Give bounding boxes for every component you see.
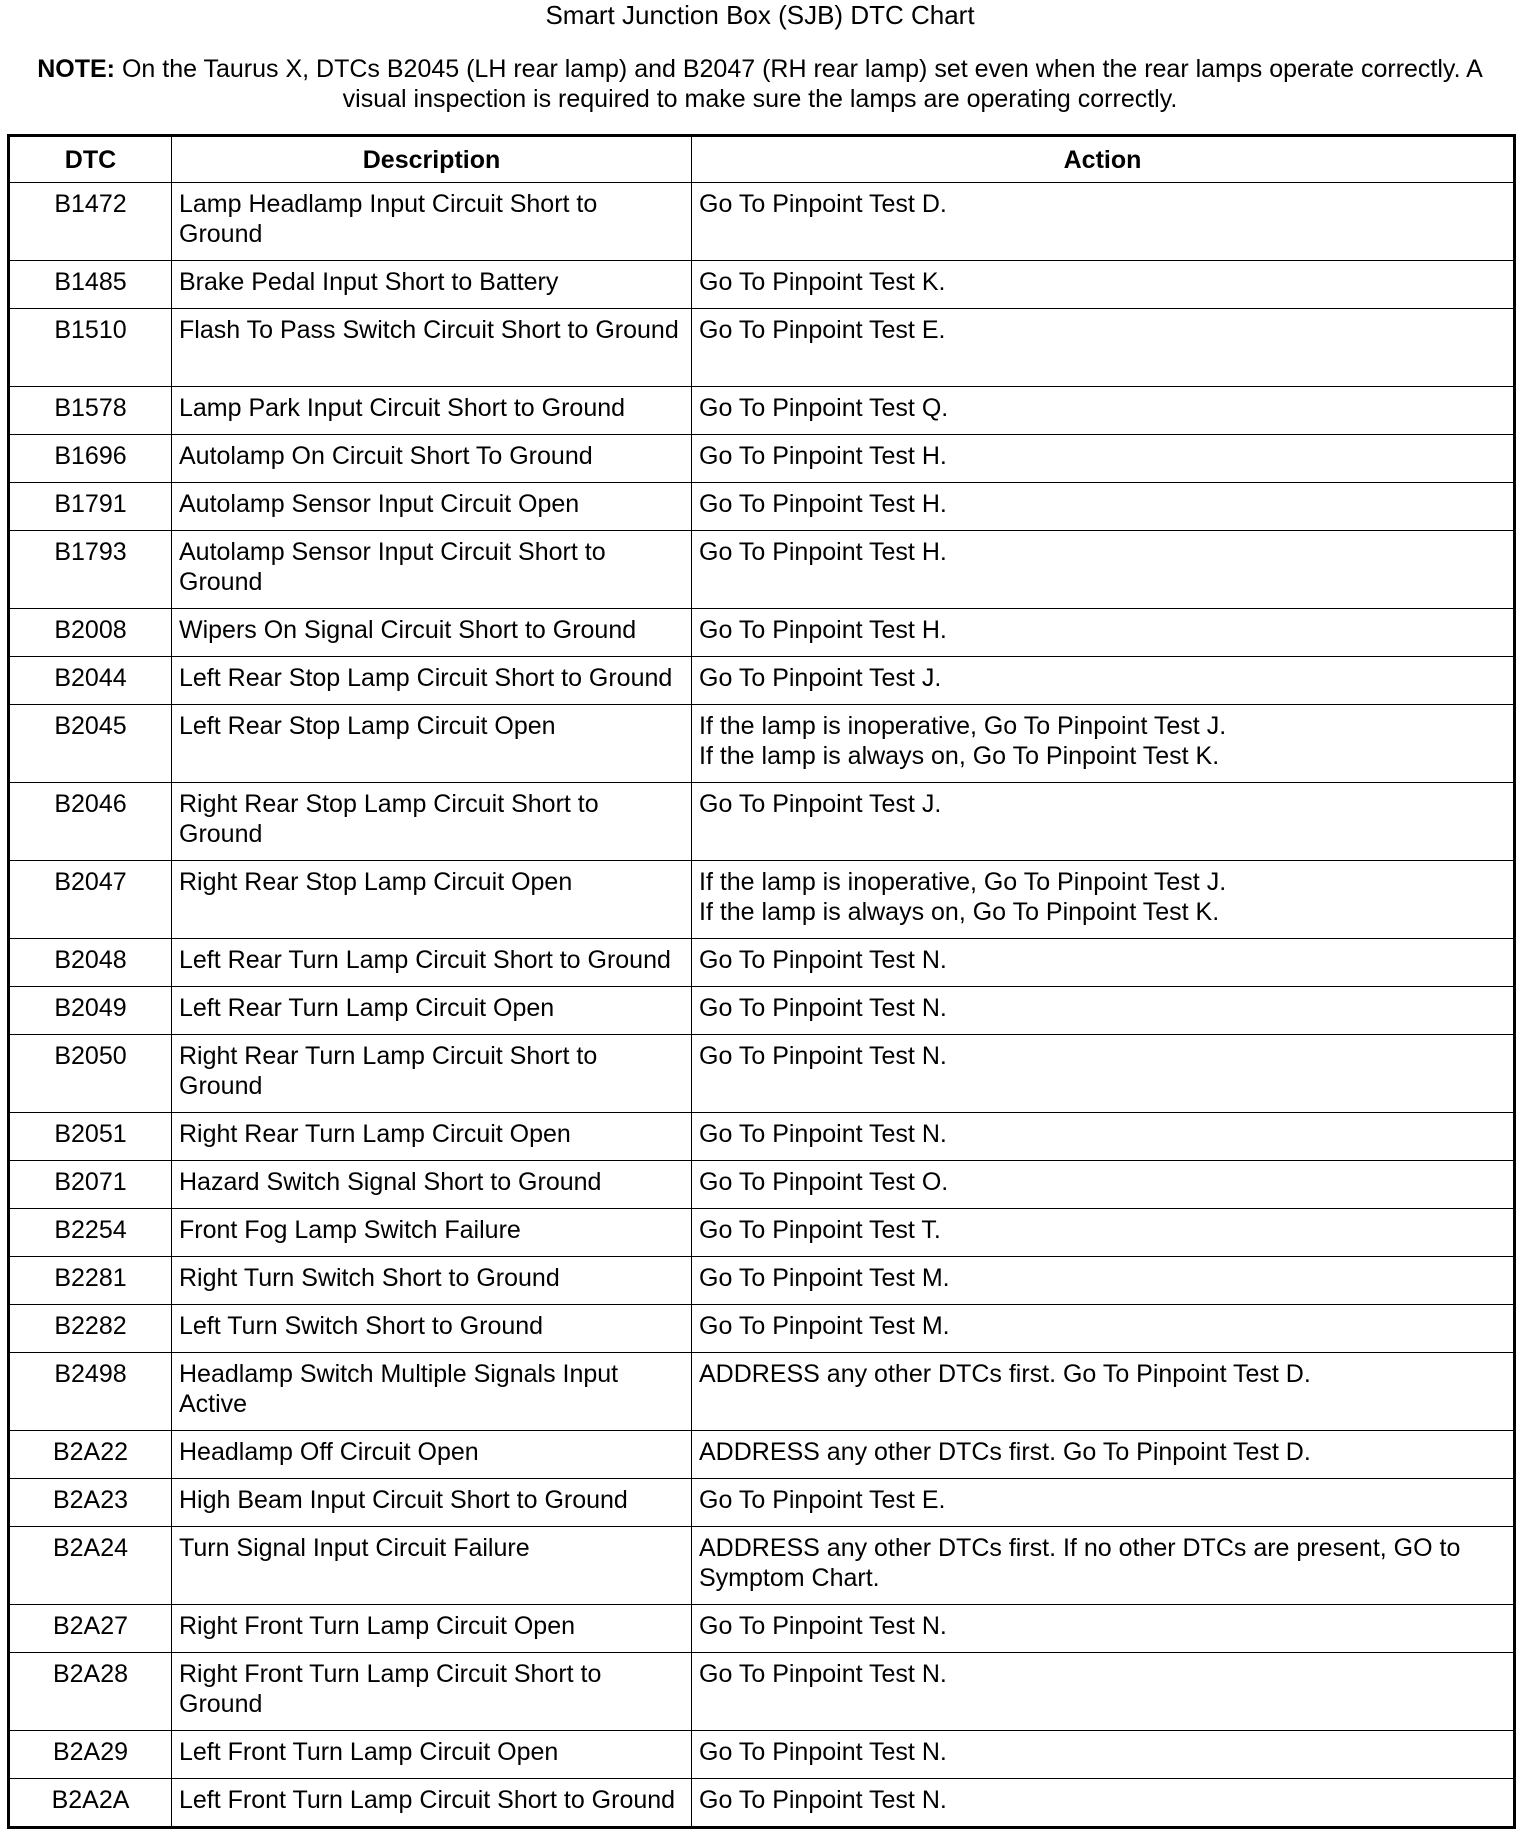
action-line: Go To Pinpoint Test K. bbox=[699, 268, 946, 296]
table-row bbox=[9, 435, 1515, 483]
action-cell bbox=[692, 987, 1515, 1035]
action-cell bbox=[692, 657, 1515, 705]
table-row bbox=[9, 183, 1515, 261]
description-cell: Hazard Switch Signal Short to Ground bbox=[172, 1161, 692, 1209]
description-cell: Left Front Turn Lamp Circuit Open bbox=[172, 1731, 692, 1779]
action-line: ADDRESS any other DTCs first. Go To Pinpoint Test D. bbox=[699, 1360, 1311, 1388]
dtc-code-cell: B2A28 bbox=[9, 1653, 172, 1731]
dtc-code-cell: B1793 bbox=[9, 531, 172, 609]
action-cell bbox=[692, 705, 1515, 783]
table-row bbox=[9, 1431, 1515, 1479]
description-cell: Brake Pedal Input Short to Battery bbox=[172, 261, 692, 309]
dtc-code-cell: B2498 bbox=[9, 1353, 172, 1431]
note-text: On the Taurus X, DTCs B2045 (LH rear lamp) and B2047 (RH rear lamp) set even when the rear lamps operate correctly. A visual inspection is required to make sure the lamps are operating correctly. bbox=[121, 55, 1483, 113]
dtc-code-cell: B2046 bbox=[9, 783, 172, 861]
table-header-row bbox=[9, 136, 1515, 183]
action-line: Go To Pinpoint Test H. bbox=[699, 490, 947, 518]
action-line: Go To Pinpoint Test N. bbox=[699, 1612, 947, 1640]
dtc-code-cell: B2A2A bbox=[9, 1779, 172, 1828]
dtc-code-cell: B1578 bbox=[9, 387, 172, 435]
action-cell bbox=[692, 783, 1515, 861]
action-line: ADDRESS any other DTCs first. If no other DTCs are present, GO to Symptom Chart. bbox=[699, 1534, 1461, 1592]
dtc-code-cell: B2254 bbox=[9, 1209, 172, 1257]
dtc-code-cell: B2049 bbox=[9, 987, 172, 1035]
action-line: Go To Pinpoint Test N. bbox=[699, 1786, 947, 1814]
table-row bbox=[9, 783, 1515, 861]
description-cell: Left Rear Turn Lamp Circuit Open bbox=[172, 987, 692, 1035]
table-row bbox=[9, 609, 1515, 657]
action-line: Go To Pinpoint Test N. bbox=[699, 994, 947, 1022]
description-cell: Left Front Turn Lamp Circuit Short to Ground bbox=[172, 1779, 692, 1828]
table-body bbox=[9, 183, 1515, 1828]
description-cell: Right Turn Switch Short to Ground bbox=[172, 1257, 692, 1305]
dtc-code-cell: B1696 bbox=[9, 435, 172, 483]
action-cell bbox=[692, 1431, 1515, 1479]
description-cell: Right Rear Stop Lamp Circuit Open bbox=[172, 861, 692, 939]
description-cell: Left Turn Switch Short to Ground bbox=[172, 1305, 692, 1353]
table-row bbox=[9, 1353, 1515, 1431]
table-row bbox=[9, 657, 1515, 705]
note-label: NOTE: bbox=[37, 55, 115, 83]
dtc-code-cell: B2A24 bbox=[9, 1527, 172, 1605]
dtc-code-cell: B2044 bbox=[9, 657, 172, 705]
description-cell: Right Front Turn Lamp Circuit Short to Ground bbox=[172, 1653, 692, 1731]
description-cell: Right Front Turn Lamp Circuit Open bbox=[172, 1605, 692, 1653]
table-row bbox=[9, 1527, 1515, 1605]
action-line: Go To Pinpoint Test T. bbox=[699, 1216, 941, 1244]
action-line: If the lamp is always on, Go To Pinpoint Test K. bbox=[699, 898, 1220, 926]
dtc-code-cell: B1485 bbox=[9, 261, 172, 309]
dtc-code-cell: B2281 bbox=[9, 1257, 172, 1305]
action-cell bbox=[692, 261, 1515, 309]
action-cell bbox=[692, 1035, 1515, 1113]
action-cell bbox=[692, 1113, 1515, 1161]
description-cell: Left Rear Stop Lamp Circuit Short to Ground bbox=[172, 657, 692, 705]
action-cell bbox=[692, 309, 1515, 387]
action-line: If the lamp is inoperative, Go To Pinpoint Test J. bbox=[699, 868, 1227, 896]
action-cell bbox=[692, 531, 1515, 609]
table-row bbox=[9, 1257, 1515, 1305]
action-line: Go To Pinpoint Test E. bbox=[699, 316, 946, 344]
dtc-code-cell: B2047 bbox=[9, 861, 172, 939]
dtc-code-cell: B2051 bbox=[9, 1113, 172, 1161]
action-line: Go To Pinpoint Test N. bbox=[699, 1738, 947, 1766]
action-line: Go To Pinpoint Test E. bbox=[699, 1486, 946, 1514]
dtc-code-cell: B2A27 bbox=[9, 1605, 172, 1653]
dtc-code-cell: B2045 bbox=[9, 705, 172, 783]
dtc-code-cell: B2050 bbox=[9, 1035, 172, 1113]
action-line: Go To Pinpoint Test N. bbox=[699, 1042, 947, 1070]
table-row bbox=[9, 1113, 1515, 1161]
page-title: Smart Junction Box (SJB) DTC Chart bbox=[545, 0, 975, 30]
action-line: Go To Pinpoint Test D. bbox=[699, 190, 947, 218]
table-row bbox=[9, 1653, 1515, 1731]
description-cell: Right Rear Turn Lamp Circuit Short to Ground bbox=[172, 1035, 692, 1113]
description-cell: Lamp Park Input Circuit Short to Ground bbox=[172, 387, 692, 435]
table-row bbox=[9, 1731, 1515, 1779]
table-row bbox=[9, 1305, 1515, 1353]
action-line: Go To Pinpoint Test J. bbox=[699, 664, 942, 692]
description-cell: Headlamp Off Circuit Open bbox=[172, 1431, 692, 1479]
description-cell: Left Rear Turn Lamp Circuit Short to Ground bbox=[172, 939, 692, 987]
dtc-code-cell: B2A29 bbox=[9, 1731, 172, 1779]
action-line: Go To Pinpoint Test N. bbox=[699, 1660, 947, 1688]
action-line: Go To Pinpoint Test H. bbox=[699, 538, 947, 566]
action-cell bbox=[692, 1353, 1515, 1431]
dtc-code-cell: B2A23 bbox=[9, 1479, 172, 1527]
description-cell: Left Rear Stop Lamp Circuit Open bbox=[172, 705, 692, 783]
action-line: Go To Pinpoint Test H. bbox=[699, 616, 947, 644]
description-cell: Right Rear Stop Lamp Circuit Short to Ground bbox=[172, 783, 692, 861]
table-row bbox=[9, 705, 1515, 783]
description-cell: Right Rear Turn Lamp Circuit Open bbox=[172, 1113, 692, 1161]
description-cell: Turn Signal Input Circuit Failure bbox=[172, 1527, 692, 1605]
table-row bbox=[9, 1605, 1515, 1653]
table-row bbox=[9, 1209, 1515, 1257]
description-cell: High Beam Input Circuit Short to Ground bbox=[172, 1479, 692, 1527]
table-row bbox=[9, 531, 1515, 609]
action-cell bbox=[692, 483, 1515, 531]
action-cell bbox=[692, 939, 1515, 987]
action-line: Go To Pinpoint Test M. bbox=[699, 1264, 950, 1292]
column-header-dtc: DTC bbox=[9, 136, 172, 183]
description-cell: Autolamp On Circuit Short To Ground bbox=[172, 435, 692, 483]
table-row bbox=[9, 987, 1515, 1035]
action-line: ADDRESS any other DTCs first. Go To Pinpoint Test D. bbox=[699, 1438, 1311, 1466]
action-cell bbox=[692, 1605, 1515, 1653]
action-cell bbox=[692, 861, 1515, 939]
description-cell: Autolamp Sensor Input Circuit Open bbox=[172, 483, 692, 531]
dtc-code-cell: B1472 bbox=[9, 183, 172, 261]
table-row bbox=[9, 1779, 1515, 1828]
action-line: Go To Pinpoint Test O. bbox=[699, 1168, 949, 1196]
action-line: Go To Pinpoint Test N. bbox=[699, 1120, 947, 1148]
dtc-code-cell: B1791 bbox=[9, 483, 172, 531]
action-cell bbox=[692, 1527, 1515, 1605]
action-cell bbox=[692, 1305, 1515, 1353]
action-cell bbox=[692, 1731, 1515, 1779]
description-cell: Autolamp Sensor Input Circuit Short to Ground bbox=[172, 531, 692, 609]
dtc-table bbox=[7, 134, 1516, 1829]
dtc-code-cell: B2071 bbox=[9, 1161, 172, 1209]
table-row bbox=[9, 387, 1515, 435]
action-line: Go To Pinpoint Test J. bbox=[699, 790, 942, 818]
action-cell bbox=[692, 435, 1515, 483]
action-line: Go To Pinpoint Test M. bbox=[699, 1312, 950, 1340]
action-cell bbox=[692, 1653, 1515, 1731]
table-row bbox=[9, 483, 1515, 531]
action-line: Go To Pinpoint Test N. bbox=[699, 946, 947, 974]
action-cell bbox=[692, 1779, 1515, 1828]
description-cell: Flash To Pass Switch Circuit Short to Ground bbox=[172, 309, 692, 387]
table-row bbox=[9, 1035, 1515, 1113]
table-row bbox=[9, 1479, 1515, 1527]
action-line: Go To Pinpoint Test Q. bbox=[699, 394, 949, 422]
dtc-code-cell: B1510 bbox=[9, 309, 172, 387]
dtc-code-cell: B2008 bbox=[9, 609, 172, 657]
action-line: Go To Pinpoint Test H. bbox=[699, 442, 947, 470]
description-cell: Lamp Headlamp Input Circuit Short to Ground bbox=[172, 183, 692, 261]
table-row bbox=[9, 309, 1515, 387]
table-row bbox=[9, 261, 1515, 309]
table-row bbox=[9, 939, 1515, 987]
action-cell bbox=[692, 1209, 1515, 1257]
dtc-code-cell: B2048 bbox=[9, 939, 172, 987]
column-header-description: Description bbox=[172, 136, 692, 183]
note-paragraph bbox=[10, 54, 1510, 114]
dtc-code-cell: B2282 bbox=[9, 1305, 172, 1353]
action-line: If the lamp is inoperative, Go To Pinpoint Test J. bbox=[699, 712, 1227, 740]
action-cell bbox=[692, 183, 1515, 261]
description-cell: Wipers On Signal Circuit Short to Ground bbox=[172, 609, 692, 657]
action-cell bbox=[692, 1257, 1515, 1305]
table-row bbox=[9, 1161, 1515, 1209]
action-cell bbox=[692, 387, 1515, 435]
action-line: If the lamp is always on, Go To Pinpoint Test K. bbox=[699, 742, 1220, 770]
table-row bbox=[9, 861, 1515, 939]
dtc-code-cell: B2A22 bbox=[9, 1431, 172, 1479]
action-cell bbox=[692, 609, 1515, 657]
description-cell: Headlamp Switch Multiple Signals Input Active bbox=[172, 1353, 692, 1431]
description-cell: Front Fog Lamp Switch Failure bbox=[172, 1209, 692, 1257]
action-cell bbox=[692, 1161, 1515, 1209]
column-header-action: Action bbox=[692, 136, 1515, 183]
action-cell bbox=[692, 1479, 1515, 1527]
